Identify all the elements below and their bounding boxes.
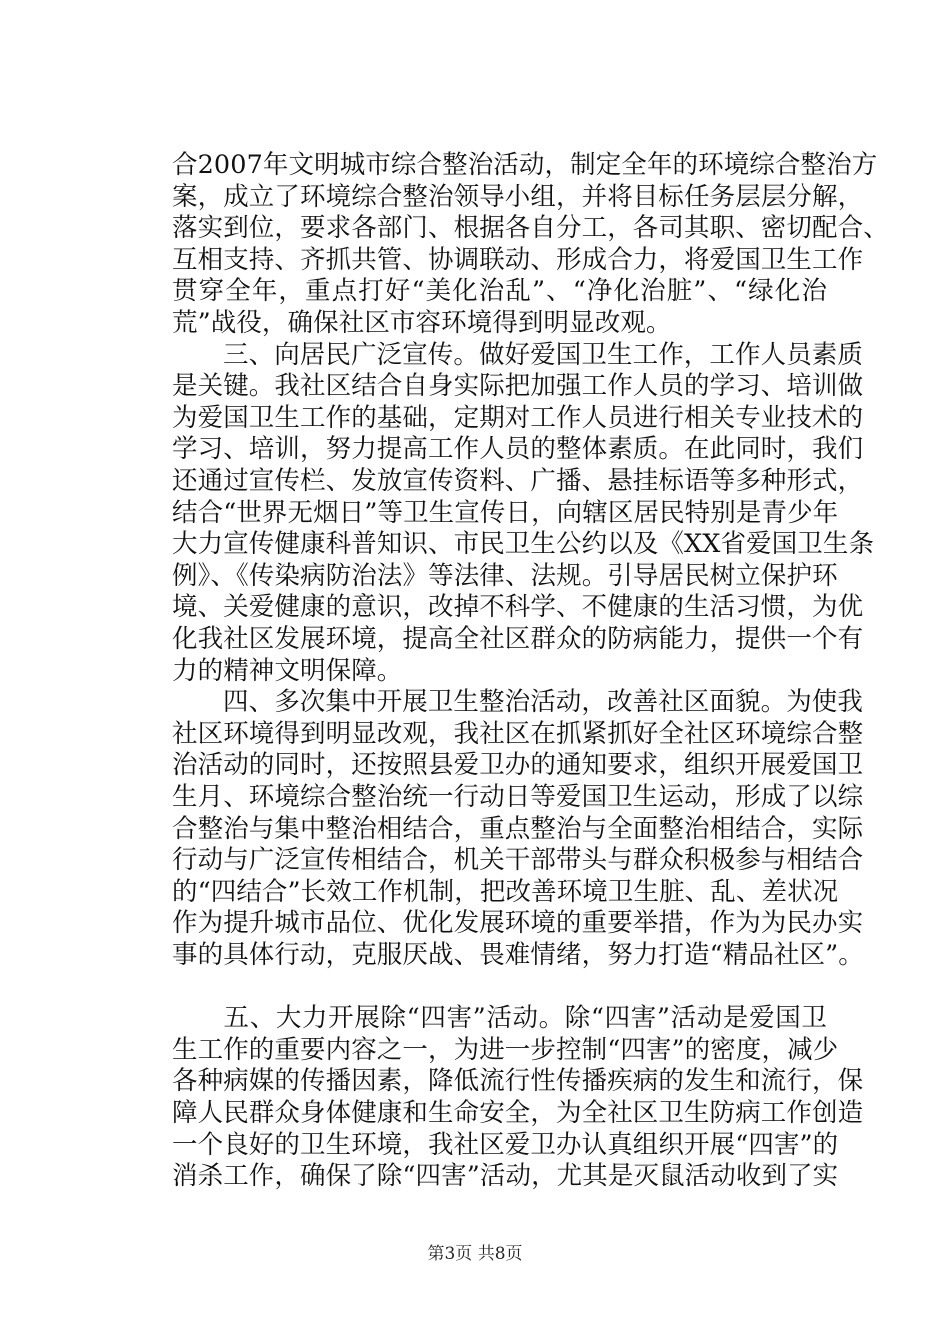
text-line: 生工作的重要内容之一，为进一步控制“四害”的密度，减少 — [172, 1034, 839, 1065]
text-line: 境、关爱健康的意识，改掉不科学、不健康的生活习惯，为优 — [172, 592, 864, 623]
text-line: 的“四结合”长效工作机制，把改善环境卫生脏、乱、差状况 — [172, 876, 839, 907]
text-line: 行动与广泛宣传相结合，机关干部带头与群众积极参与相结合 — [172, 845, 864, 876]
text-line: 落实到位，要求各部门、根据各自分工，各司其职、密切配合、 — [172, 213, 889, 244]
text-line: 治活动的同时，还按照县爱卫办的通知要求，组织开展爱国卫 — [172, 750, 864, 781]
text-line: 为爱国卫生工作的基础，定期对工作人员进行相关专业技术的 — [172, 402, 864, 433]
paragraph-first-line — [0, 338, 864, 372]
text-line: 结合“世界无烟日”等卫生宣传日，向辖区居民特别是青少年 — [172, 497, 839, 528]
text-line: 五、大力开展除“四害”活动。除“四害”活动是爱国卫 — [223, 1003, 827, 1034]
text-line: 力的精神文明保障。 — [172, 655, 403, 686]
text-line: 学习、培训，努力提高工作人员的整体素质。在此同时，我们 — [172, 434, 864, 465]
text-line: 作为提升城市品位、优化发展环境的重要举措，作为为民办实 — [172, 908, 864, 939]
text-line: 合2007年文明城市综合整治活动，制定全年的环境综合整治方 — [172, 150, 878, 180]
text-line: 社区环境得到明显改观，我社区在抓紧抓好全社区环境综合整 — [172, 718, 864, 749]
paragraph-first-line — [0, 1001, 827, 1035]
paragraph-first-line — [0, 685, 864, 719]
text-line: 消杀工作，确保了除“四害”活动，尤其是灭鼠活动收到了实 — [172, 1161, 839, 1192]
text-line: 生月、环境综合整治统一行动日等爱国卫生运动，形成了以综 — [172, 782, 864, 812]
text-line: 大力宣传健康科普知识、市民卫生公约以及《XX省爱国卫生条 — [172, 529, 875, 560]
text-line: 例》、《传染病防治法》等法律、法规。引导居民树立保护环 — [172, 560, 838, 591]
text-line: 贯穿全年，重点打好“美化治乱”、“净化治脏”、“绿化治 — [172, 276, 827, 307]
text-line: 四、多次集中开展卫生整治活动，改善社区面貌。为使我 — [223, 687, 864, 718]
text-line: 互相支持、齐抓共管、协调联动、形成合力，将爱国卫生工作 — [172, 244, 864, 275]
text-line: 荒”战役，确保社区市容环境得到明显改观。 — [172, 308, 672, 338]
text-line: 案，成立了环境综合整治领导小组，并将目标任务层层分解， — [172, 181, 864, 212]
text-line: 还通过宣传栏、发放宣传资料、广播、悬挂标语等多种形式， — [172, 466, 864, 496]
text-line: 合整治与集中整治相结合，重点整治与全面整治相结合，实际 — [172, 813, 864, 844]
text-line: 一个良好的卫生环境，我社区爱卫办认真组织开展“四害”的 — [172, 1129, 839, 1160]
text-line: 化我社区发展环境，提高全社区群众的防病能力，提供一个有 — [172, 624, 864, 654]
text-line: 是关键。我社区结合自身实际把加强工作人员的学习、培训做 — [172, 371, 864, 402]
page-number-footer: 第3页 共8页 — [427, 1244, 523, 1264]
text-line: 障人民群众身体健康和生命安全，为全社区卫生防病工作创造 — [172, 1098, 864, 1128]
text-line: 各种病媒的传播因素，降低流行性传播疾病的发生和流行，保 — [172, 1066, 864, 1097]
text-line: 三、向居民广泛宣传。做好爱国卫生工作，工作人员素质 — [223, 339, 864, 370]
text-line: 事的具体行动，克服厌战、畏难情绪，努力打造“精品社区”。 — [172, 940, 864, 970]
